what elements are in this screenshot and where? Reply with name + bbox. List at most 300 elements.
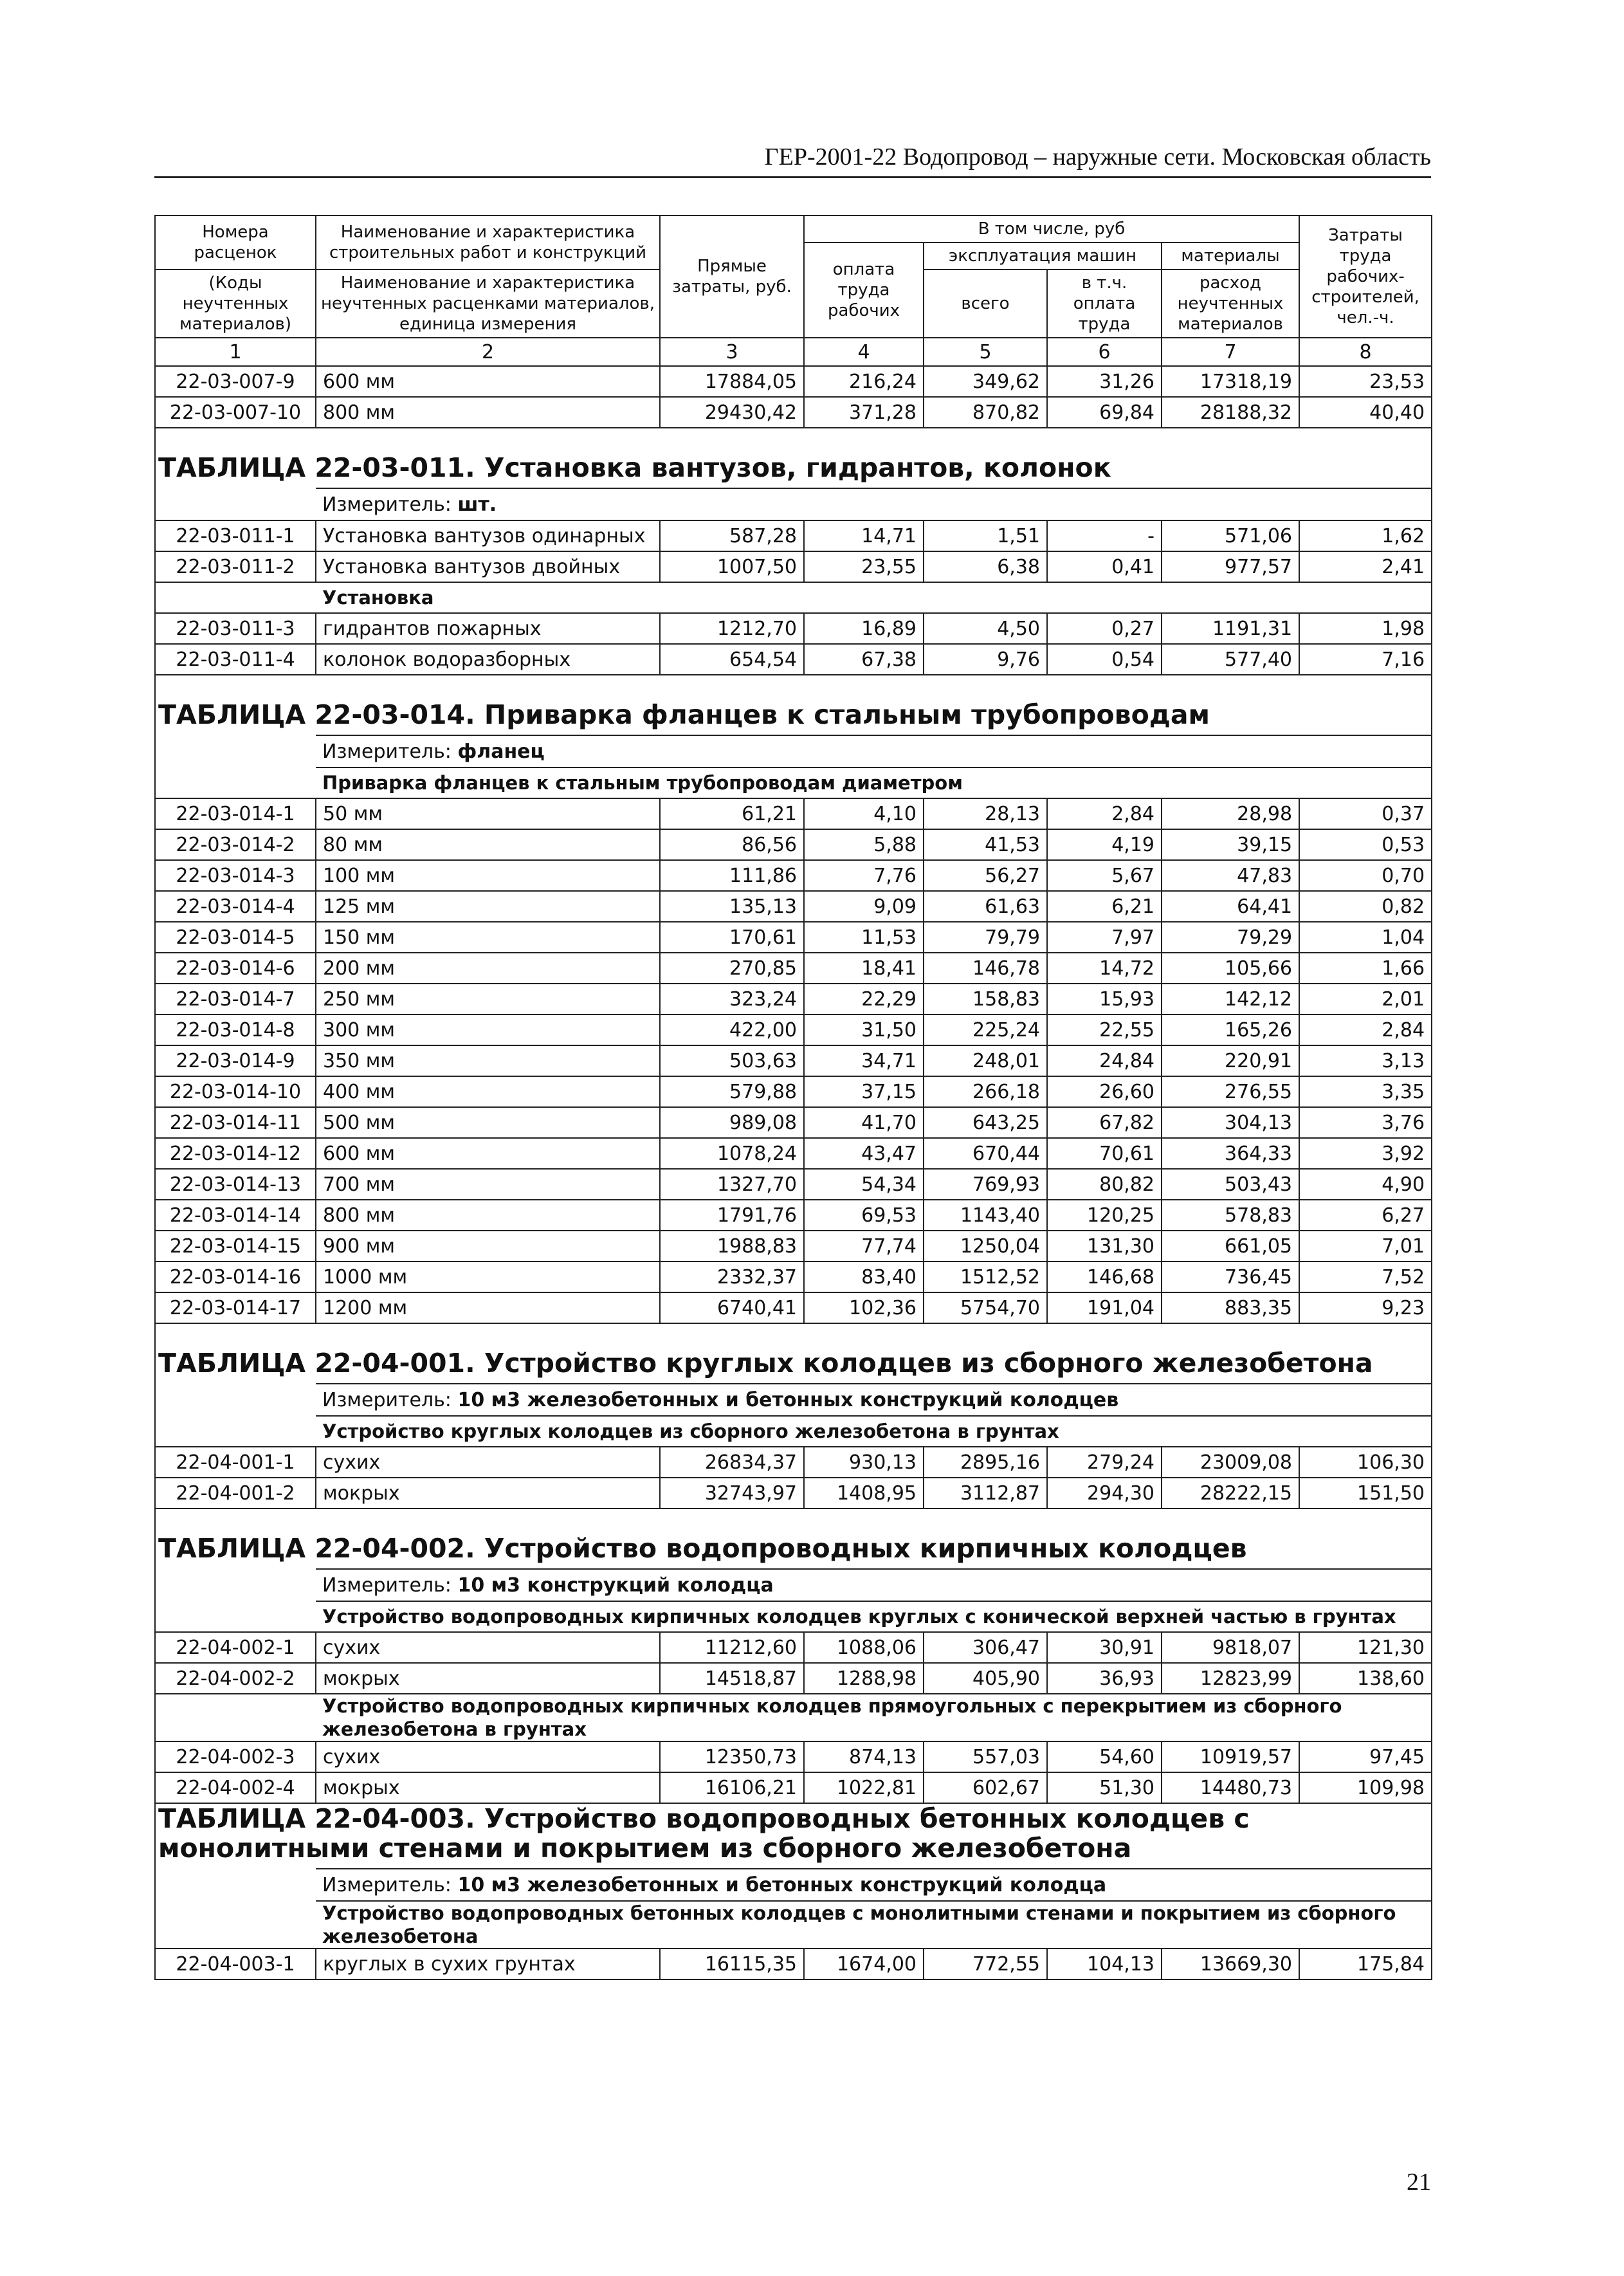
rate-code: 22-03-014-13 bbox=[155, 1169, 316, 1200]
table-row bbox=[155, 891, 1432, 922]
materials: 28222,15 bbox=[1162, 1478, 1299, 1509]
table-row bbox=[155, 798, 1432, 829]
table-row bbox=[155, 1231, 1432, 1262]
work-name: 150 мм bbox=[316, 922, 660, 953]
table-title: ТАБЛИЦА 22-04-001. Устройство круглых колодцев из сборного железобетона bbox=[155, 1323, 1432, 1384]
table-row bbox=[155, 1478, 1432, 1509]
labor-hours: 106,30 bbox=[1299, 1447, 1432, 1478]
group-subtitle: Приварка фланцев к стальным трубопроводам диаметром bbox=[316, 767, 1432, 798]
machines-total: 769,93 bbox=[924, 1169, 1047, 1200]
materials: 883,35 bbox=[1162, 1292, 1299, 1323]
col-head-incl: В том числе, руб bbox=[804, 216, 1299, 243]
work-name: 500 мм bbox=[316, 1107, 660, 1138]
col-number: 5 bbox=[924, 338, 1047, 366]
rate-code: 22-03-014-10 bbox=[155, 1076, 316, 1107]
work-name: 400 мм bbox=[316, 1076, 660, 1107]
rate-code: 22-03-014-17 bbox=[155, 1292, 316, 1323]
direct-costs: 16115,35 bbox=[660, 1949, 804, 1979]
labor-hours: 1,62 bbox=[1299, 520, 1432, 551]
machines-total: 1250,04 bbox=[924, 1231, 1047, 1262]
wages: 22,29 bbox=[804, 984, 924, 1014]
direct-costs: 135,13 bbox=[660, 891, 804, 922]
labor-hours: 2,01 bbox=[1299, 984, 1432, 1014]
machines-wages: 146,68 bbox=[1047, 1262, 1162, 1292]
work-name: 800 мм bbox=[316, 397, 660, 428]
table-row bbox=[155, 1447, 1432, 1478]
spacer-cell bbox=[155, 1869, 316, 1901]
table-row bbox=[155, 1169, 1432, 1200]
wages: 83,40 bbox=[804, 1262, 924, 1292]
machines-total: 248,01 bbox=[924, 1045, 1047, 1076]
spacer-cell bbox=[155, 582, 316, 613]
measure-label: Измеритель: bbox=[322, 1873, 458, 1896]
group-subtitle: Установка bbox=[316, 582, 1432, 613]
machines-total: 557,03 bbox=[924, 1741, 1047, 1772]
wages: 9,09 bbox=[804, 891, 924, 922]
wages: 1022,81 bbox=[804, 1772, 924, 1803]
group-subtitle: Устройство водопроводных кирпичных колодцев прямоугольных с перекрытием из сборного железобетона в грунтах bbox=[316, 1694, 1432, 1741]
labor-hours: 1,04 bbox=[1299, 922, 1432, 953]
work-name: гидрантов пожарных bbox=[316, 613, 660, 644]
machines-total: 158,83 bbox=[924, 984, 1047, 1014]
machines-total: 670,44 bbox=[924, 1138, 1047, 1169]
group-subtitle-row bbox=[155, 582, 1432, 613]
group-subtitle-row bbox=[155, 1416, 1432, 1447]
table-title: ТАБЛИЦА 22-04-003. Устройство водопроводных бетонных колодцев с монолитными стенами и покрытием из сборного железобетона bbox=[155, 1803, 1432, 1869]
col-head-codes-bottom: (Коды неучтенных материалов) bbox=[155, 270, 316, 338]
spacer-cell bbox=[155, 1901, 316, 1949]
machines-wages: 0,54 bbox=[1047, 644, 1162, 675]
col-number: 8 bbox=[1299, 338, 1432, 366]
wages: 69,53 bbox=[804, 1200, 924, 1231]
rate-code: 22-03-007-9 bbox=[155, 366, 316, 397]
wages: 54,34 bbox=[804, 1169, 924, 1200]
rate-code: 22-03-011-1 bbox=[155, 520, 316, 551]
measure-unit bbox=[316, 735, 1432, 767]
labor-hours: 9,23 bbox=[1299, 1292, 1432, 1323]
group-subtitle-row bbox=[155, 1601, 1432, 1632]
table-row bbox=[155, 1138, 1432, 1169]
wages: 37,15 bbox=[804, 1076, 924, 1107]
direct-costs: 26834,37 bbox=[660, 1447, 804, 1478]
column-numbers-row bbox=[155, 338, 1432, 366]
spacer-cell bbox=[155, 1601, 316, 1632]
machines-wages: 24,84 bbox=[1047, 1045, 1162, 1076]
wages: 7,76 bbox=[804, 860, 924, 891]
labor-hours: 0,70 bbox=[1299, 860, 1432, 891]
rate-code: 22-04-002-2 bbox=[155, 1663, 316, 1694]
direct-costs: 1007,50 bbox=[660, 551, 804, 582]
machines-wages: 191,04 bbox=[1047, 1292, 1162, 1323]
direct-costs: 12350,73 bbox=[660, 1741, 804, 1772]
machines-wages: 5,67 bbox=[1047, 860, 1162, 891]
machines-wages: 31,26 bbox=[1047, 366, 1162, 397]
labor-hours: 2,41 bbox=[1299, 551, 1432, 582]
materials: 220,91 bbox=[1162, 1045, 1299, 1076]
materials: 12823,99 bbox=[1162, 1663, 1299, 1694]
rate-code: 22-03-011-2 bbox=[155, 551, 316, 582]
labor-hours: 3,92 bbox=[1299, 1138, 1432, 1169]
direct-costs: 2332,37 bbox=[660, 1262, 804, 1292]
work-name: Установка вантузов двойных bbox=[316, 551, 660, 582]
labor-hours: 0,82 bbox=[1299, 891, 1432, 922]
direct-costs: 1212,70 bbox=[660, 613, 804, 644]
col-head-codes: Номера расценок bbox=[155, 216, 316, 270]
group-subtitle-row bbox=[155, 767, 1432, 798]
rate-code: 22-03-014-5 bbox=[155, 922, 316, 953]
wages: 43,47 bbox=[804, 1138, 924, 1169]
machines-total: 56,27 bbox=[924, 860, 1047, 891]
work-name: 1200 мм bbox=[316, 1292, 660, 1323]
table-row bbox=[155, 644, 1432, 675]
rate-code: 22-03-007-10 bbox=[155, 397, 316, 428]
machines-total: 61,63 bbox=[924, 891, 1047, 922]
table-body bbox=[155, 366, 1432, 1979]
measure-row bbox=[155, 1384, 1432, 1416]
labor-hours: 151,50 bbox=[1299, 1478, 1432, 1509]
machines-wages: 131,30 bbox=[1047, 1231, 1162, 1262]
table-row bbox=[155, 1632, 1432, 1663]
wages: 34,71 bbox=[804, 1045, 924, 1076]
machines-total: 9,76 bbox=[924, 644, 1047, 675]
work-name: 800 мм bbox=[316, 1200, 660, 1231]
measure-unit bbox=[316, 1384, 1432, 1416]
rate-code: 22-03-014-3 bbox=[155, 860, 316, 891]
wages: 216,24 bbox=[804, 366, 924, 397]
direct-costs: 29430,42 bbox=[660, 397, 804, 428]
materials: 276,55 bbox=[1162, 1076, 1299, 1107]
rate-code: 22-03-014-1 bbox=[155, 798, 316, 829]
work-name: 350 мм bbox=[316, 1045, 660, 1076]
machines-wages: 4,19 bbox=[1047, 829, 1162, 860]
table-row bbox=[155, 520, 1432, 551]
measure-row bbox=[155, 1569, 1432, 1601]
header-rule bbox=[154, 176, 1431, 178]
table-row bbox=[155, 1107, 1432, 1138]
wages: 1288,98 bbox=[804, 1663, 924, 1694]
rate-code: 22-03-014-14 bbox=[155, 1200, 316, 1231]
labor-hours: 23,53 bbox=[1299, 366, 1432, 397]
col-number: 4 bbox=[804, 338, 924, 366]
direct-costs: 61,21 bbox=[660, 798, 804, 829]
labor-hours: 7,16 bbox=[1299, 644, 1432, 675]
work-name: 700 мм bbox=[316, 1169, 660, 1200]
work-name: мокрых bbox=[316, 1663, 660, 1694]
work-name: 200 мм bbox=[316, 953, 660, 984]
materials: 14480,73 bbox=[1162, 1772, 1299, 1803]
machines-wages: 104,13 bbox=[1047, 1949, 1162, 1979]
materials: 736,45 bbox=[1162, 1262, 1299, 1292]
materials: 578,83 bbox=[1162, 1200, 1299, 1231]
rate-code: 22-03-014-11 bbox=[155, 1107, 316, 1138]
measure-unit bbox=[316, 1869, 1432, 1901]
machines-wages: 70,61 bbox=[1047, 1138, 1162, 1169]
machines-total: 1512,52 bbox=[924, 1262, 1047, 1292]
group-subtitle-row bbox=[155, 1694, 1432, 1741]
spacer-cell bbox=[155, 1694, 316, 1741]
labor-hours: 109,98 bbox=[1299, 1772, 1432, 1803]
col-head-name-bottom: Наименование и характеристика неучтенных расценками материалов, единица измерения bbox=[316, 270, 660, 338]
rate-code: 22-03-014-2 bbox=[155, 829, 316, 860]
wages: 371,28 bbox=[804, 397, 924, 428]
machines-wages: 26,60 bbox=[1047, 1076, 1162, 1107]
labor-hours: 0,53 bbox=[1299, 829, 1432, 860]
direct-costs: 579,88 bbox=[660, 1076, 804, 1107]
direct-costs: 503,63 bbox=[660, 1045, 804, 1076]
table-row bbox=[155, 953, 1432, 984]
measure-value: фланец bbox=[457, 740, 545, 763]
materials: 977,57 bbox=[1162, 551, 1299, 582]
labor-hours: 3,35 bbox=[1299, 1076, 1432, 1107]
rate-code: 22-03-014-12 bbox=[155, 1138, 316, 1169]
wages: 4,10 bbox=[804, 798, 924, 829]
group-subtitle: Устройство водопроводных кирпичных колодцев круглых с конической верхней частью в грунтах bbox=[316, 1601, 1432, 1632]
table-title: ТАБЛИЦА 22-03-014. Приварка фланцев к стальным трубопроводам bbox=[155, 675, 1432, 735]
table-title-row bbox=[155, 1803, 1432, 1869]
machines-total: 870,82 bbox=[924, 397, 1047, 428]
measure-unit bbox=[316, 488, 1432, 520]
table-row bbox=[155, 1772, 1432, 1803]
direct-costs: 270,85 bbox=[660, 953, 804, 984]
direct-costs: 170,61 bbox=[660, 922, 804, 953]
wages: 67,38 bbox=[804, 644, 924, 675]
labor-hours: 7,52 bbox=[1299, 1262, 1432, 1292]
direct-costs: 6740,41 bbox=[660, 1292, 804, 1323]
wages: 102,36 bbox=[804, 1292, 924, 1323]
col-head-materials: материалы bbox=[1162, 243, 1299, 270]
labor-hours: 1,98 bbox=[1299, 613, 1432, 644]
work-name: 50 мм bbox=[316, 798, 660, 829]
measure-row bbox=[155, 735, 1432, 767]
materials: 1191,31 bbox=[1162, 613, 1299, 644]
spacer-cell bbox=[155, 1384, 316, 1416]
work-name: мокрых bbox=[316, 1772, 660, 1803]
direct-costs: 1327,70 bbox=[660, 1169, 804, 1200]
labor-hours: 175,84 bbox=[1299, 1949, 1432, 1979]
machines-total: 5754,70 bbox=[924, 1292, 1047, 1323]
table-row bbox=[155, 1045, 1432, 1076]
machines-total: 41,53 bbox=[924, 829, 1047, 860]
wages: 930,13 bbox=[804, 1447, 924, 1478]
work-name: сухих bbox=[316, 1632, 660, 1663]
materials: 39,15 bbox=[1162, 829, 1299, 860]
rate-code: 22-04-002-1 bbox=[155, 1632, 316, 1663]
rate-code: 22-04-003-1 bbox=[155, 1949, 316, 1979]
wages: 16,89 bbox=[804, 613, 924, 644]
col-head-direct-costs: Прямые затраты, руб. bbox=[660, 216, 804, 338]
labor-hours: 0,37 bbox=[1299, 798, 1432, 829]
wages: 1674,00 bbox=[804, 1949, 924, 1979]
materials: 142,12 bbox=[1162, 984, 1299, 1014]
materials: 364,33 bbox=[1162, 1138, 1299, 1169]
materials: 577,40 bbox=[1162, 644, 1299, 675]
machines-wages: 67,82 bbox=[1047, 1107, 1162, 1138]
table-title-row bbox=[155, 428, 1432, 488]
work-name: 600 мм bbox=[316, 366, 660, 397]
work-name: сухих bbox=[316, 1447, 660, 1478]
col-number: 1 bbox=[155, 338, 316, 366]
materials: 165,26 bbox=[1162, 1014, 1299, 1045]
labor-hours: 6,27 bbox=[1299, 1200, 1432, 1231]
spacer-cell bbox=[155, 767, 316, 798]
machines-wages: 80,82 bbox=[1047, 1169, 1162, 1200]
table-row bbox=[155, 613, 1432, 644]
labor-hours: 7,01 bbox=[1299, 1231, 1432, 1262]
machines-wages: 0,41 bbox=[1047, 551, 1162, 582]
work-name: 900 мм bbox=[316, 1231, 660, 1262]
machines-wages: 22,55 bbox=[1047, 1014, 1162, 1045]
machines-wages: 6,21 bbox=[1047, 891, 1162, 922]
wages: 31,50 bbox=[804, 1014, 924, 1045]
group-subtitle: Устройство водопроводных бетонных колодцев с монолитными стенами и покрытием из сборного железобетона bbox=[316, 1901, 1432, 1949]
col-head-machines-wages: в т.ч. оплата труда bbox=[1047, 270, 1162, 338]
machines-total: 643,25 bbox=[924, 1107, 1047, 1138]
direct-costs: 1791,76 bbox=[660, 1200, 804, 1231]
direct-costs: 1988,83 bbox=[660, 1231, 804, 1262]
labor-hours: 97,45 bbox=[1299, 1741, 1432, 1772]
direct-costs: 16106,21 bbox=[660, 1772, 804, 1803]
machines-wages: 0,27 bbox=[1047, 613, 1162, 644]
machines-wages: 2,84 bbox=[1047, 798, 1162, 829]
materials: 9818,07 bbox=[1162, 1632, 1299, 1663]
measure-label: Измеритель: bbox=[322, 1388, 458, 1411]
wages: 14,71 bbox=[804, 520, 924, 551]
materials: 13669,30 bbox=[1162, 1949, 1299, 1979]
machines-total: 4,50 bbox=[924, 613, 1047, 644]
materials: 10919,57 bbox=[1162, 1741, 1299, 1772]
measure-value: шт. bbox=[457, 493, 497, 516]
materials: 23009,08 bbox=[1162, 1447, 1299, 1478]
work-name: круглых в сухих грунтах bbox=[316, 1949, 660, 1979]
labor-hours: 121,30 bbox=[1299, 1632, 1432, 1663]
table-row bbox=[155, 860, 1432, 891]
labor-hours: 3,76 bbox=[1299, 1107, 1432, 1138]
wages: 874,13 bbox=[804, 1741, 924, 1772]
measure-value: 10 м3 конструкций колодца bbox=[457, 1574, 774, 1597]
col-number: 2 bbox=[316, 338, 660, 366]
spacer-cell bbox=[155, 1416, 316, 1447]
table-row bbox=[155, 1663, 1432, 1694]
materials: 64,41 bbox=[1162, 891, 1299, 922]
machines-wages: 51,30 bbox=[1047, 1772, 1162, 1803]
col-head-machines-total: всего bbox=[924, 270, 1047, 338]
labor-hours: 3,13 bbox=[1299, 1045, 1432, 1076]
direct-costs: 323,24 bbox=[660, 984, 804, 1014]
wages: 11,53 bbox=[804, 922, 924, 953]
rate-code: 22-04-002-3 bbox=[155, 1741, 316, 1772]
machines-total: 1,51 bbox=[924, 520, 1047, 551]
table-header bbox=[155, 216, 1432, 366]
table-row bbox=[155, 397, 1432, 428]
table-row bbox=[155, 1200, 1432, 1231]
direct-costs: 989,08 bbox=[660, 1107, 804, 1138]
work-name: колонок водоразборных bbox=[316, 644, 660, 675]
rate-code: 22-03-014-8 bbox=[155, 1014, 316, 1045]
machines-total: 306,47 bbox=[924, 1632, 1047, 1663]
rates-table bbox=[154, 215, 1432, 1980]
col-number: 6 bbox=[1047, 338, 1162, 366]
materials: 28,98 bbox=[1162, 798, 1299, 829]
direct-costs: 86,56 bbox=[660, 829, 804, 860]
table-row bbox=[155, 1014, 1432, 1045]
machines-wages: 279,24 bbox=[1047, 1447, 1162, 1478]
col-head-machines: эксплуатация машин bbox=[924, 243, 1162, 270]
rate-code: 22-03-014-16 bbox=[155, 1262, 316, 1292]
work-name: 300 мм bbox=[316, 1014, 660, 1045]
rate-code: 22-03-014-4 bbox=[155, 891, 316, 922]
work-name: 250 мм bbox=[316, 984, 660, 1014]
table-row bbox=[155, 1262, 1432, 1292]
machines-total: 266,18 bbox=[924, 1076, 1047, 1107]
rate-code: 22-04-001-1 bbox=[155, 1447, 316, 1478]
machines-wages: 294,30 bbox=[1047, 1478, 1162, 1509]
work-name: сухих bbox=[316, 1741, 660, 1772]
spacer-cell bbox=[155, 488, 316, 520]
work-name: 125 мм bbox=[316, 891, 660, 922]
wages: 1088,06 bbox=[804, 1632, 924, 1663]
rate-code: 22-03-014-9 bbox=[155, 1045, 316, 1076]
table-row bbox=[155, 551, 1432, 582]
materials: 79,29 bbox=[1162, 922, 1299, 953]
table-title-row bbox=[155, 675, 1432, 735]
materials: 105,66 bbox=[1162, 953, 1299, 984]
wages: 5,88 bbox=[804, 829, 924, 860]
col-head-name: Наименование и характеристика строительных работ и конструкций bbox=[316, 216, 660, 270]
work-name: мокрых bbox=[316, 1478, 660, 1509]
direct-costs: 111,86 bbox=[660, 860, 804, 891]
wages: 77,74 bbox=[804, 1231, 924, 1262]
machines-total: 225,24 bbox=[924, 1014, 1047, 1045]
work-name: 100 мм bbox=[316, 860, 660, 891]
spacer-cell bbox=[155, 1569, 316, 1601]
materials: 571,06 bbox=[1162, 520, 1299, 551]
machines-total: 2895,16 bbox=[924, 1447, 1047, 1478]
machines-wages: 54,60 bbox=[1047, 1741, 1162, 1772]
table-row bbox=[155, 1949, 1432, 1979]
rate-code: 22-03-014-15 bbox=[155, 1231, 316, 1262]
table-title: ТАБЛИЦА 22-03-011. Установка вантузов, гидрантов, колонок bbox=[155, 428, 1432, 488]
machines-total: 79,79 bbox=[924, 922, 1047, 953]
machines-total: 602,67 bbox=[924, 1772, 1047, 1803]
table-row bbox=[155, 1292, 1432, 1323]
direct-costs: 654,54 bbox=[660, 644, 804, 675]
table-row bbox=[155, 1741, 1432, 1772]
direct-costs: 17884,05 bbox=[660, 366, 804, 397]
direct-costs: 1078,24 bbox=[660, 1138, 804, 1169]
table-title-row bbox=[155, 1509, 1432, 1569]
rate-code: 22-04-002-4 bbox=[155, 1772, 316, 1803]
measure-value: 10 м3 железобетонных и бетонных конструкций колодцев bbox=[457, 1388, 1119, 1411]
rate-code: 22-03-011-3 bbox=[155, 613, 316, 644]
col-number: 7 bbox=[1162, 338, 1299, 366]
table-row bbox=[155, 366, 1432, 397]
measure-value: 10 м3 железобетонных и бетонных конструкций колодца bbox=[457, 1873, 1107, 1896]
machines-wages: 120,25 bbox=[1047, 1200, 1162, 1231]
measure-label: Измеритель: bbox=[322, 740, 458, 763]
materials: 17318,19 bbox=[1162, 366, 1299, 397]
rate-code: 22-04-001-2 bbox=[155, 1478, 316, 1509]
labor-hours: 2,84 bbox=[1299, 1014, 1432, 1045]
col-number: 3 bbox=[660, 338, 804, 366]
labor-hours: 4,90 bbox=[1299, 1169, 1432, 1200]
machines-wages: 36,93 bbox=[1047, 1663, 1162, 1694]
group-subtitle: Устройство круглых колодцев из сборного железобетона в грунтах bbox=[316, 1416, 1432, 1447]
machines-wages: 15,93 bbox=[1047, 984, 1162, 1014]
table-title-row bbox=[155, 1323, 1432, 1384]
machines-wages: 7,97 bbox=[1047, 922, 1162, 953]
rate-code: 22-03-014-7 bbox=[155, 984, 316, 1014]
direct-costs: 422,00 bbox=[660, 1014, 804, 1045]
